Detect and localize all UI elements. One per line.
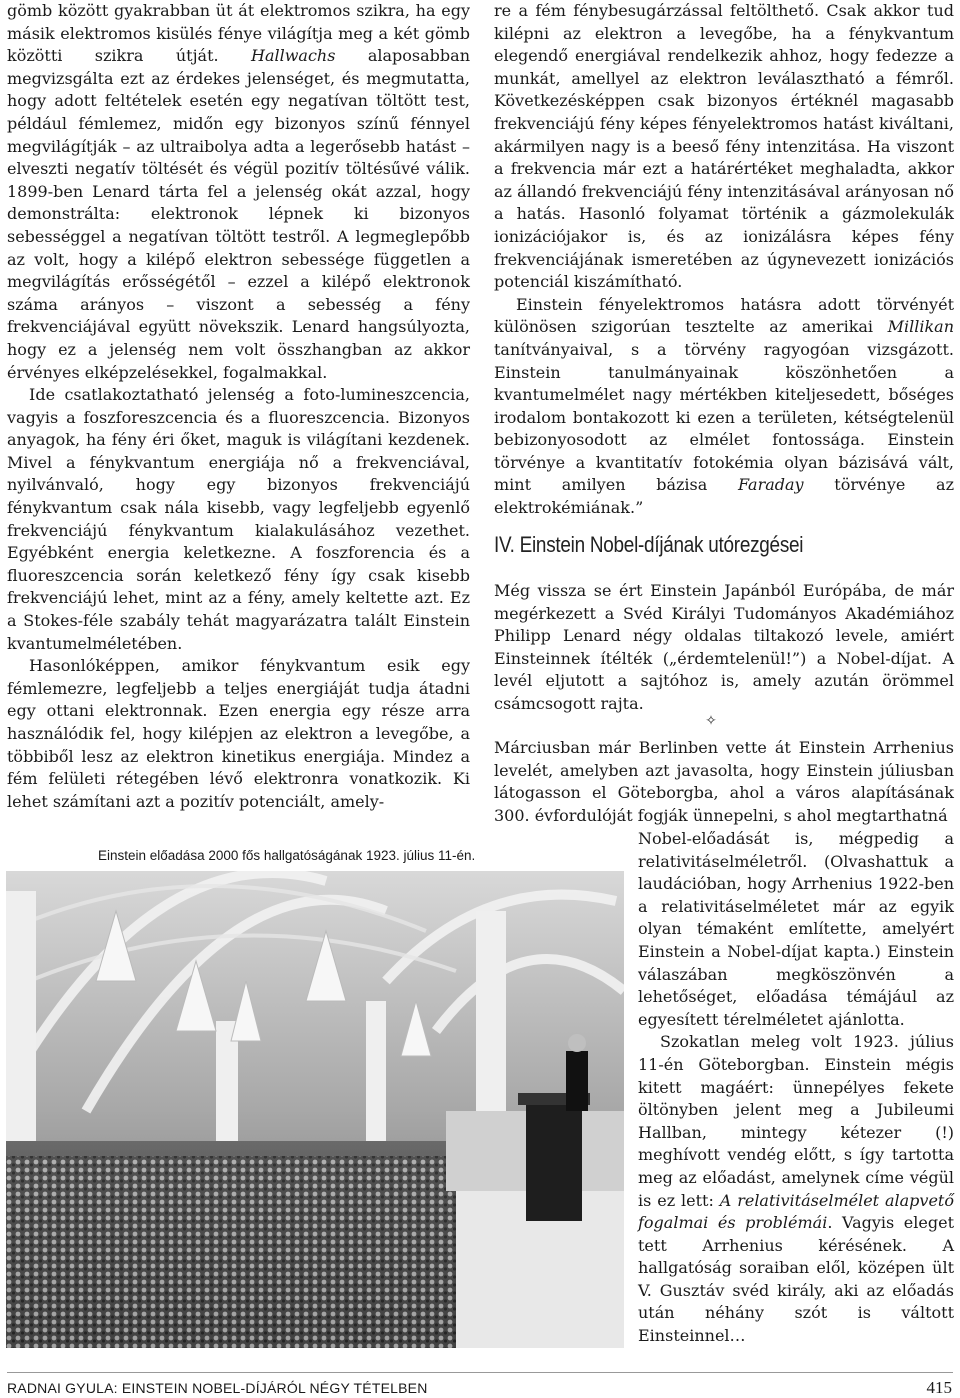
text-run: törvénye az elektrokémiának.” [494,475,955,518]
text-run: Szokatlan meleg volt 1923. július 11-én Göteborgban. Einstein mégis kitett magáért: ünnepélyes fekete öltönyben jelent meg a Jubileumi Hallban, mintegy kétezer (!) meghívott vendég előtt, s így tartotta meg az előadást, amelynek címe végül is ez lett: [638,1032,954,1210]
section-paragraph-2-top [494,737,954,827]
section-separator-icon: ✧ [705,713,717,729]
footer-rule [7,1372,953,1373]
figure-caption: Einstein előadása 2000 fős hallgatóságának 1923. július 11-én. [98,848,476,863]
section-paragraph-2-continued: Nobel-előadását is, mégpedig a relativitáselméletről. (Olvashattuk a laudációban, hogy Arrhenius 1922-ben a relativitáselméletet már az egyik olyan témaként említette, amelyért Einstein a Nobel-díjat kapta.) Einstein válaszában megköszönvén a lehetőséget, előadása témájául az egyesített térelméletet ajánlotta. [638,829,954,1029]
right-text-column [494,0,954,520]
page-number: 415 [926,1378,952,1397]
text-run: . Vagyis eleget tett Arrhenius kérésének. A hallgatóság soraiban elől, középen ült V. Gusztáv svéd király, aki az előadás után néhány szót is váltott Einsteinnel… [638,1213,954,1346]
lecture-title-italic: A relativitáselmélet alapvető fogalmai és problémái [638,1190,954,1233]
section-paragraph-3 [638,1031,954,1347]
left-paragraph-3: Hasonlóképpen, amikor fénykvantum esik egy fémlemezre, legfeljebb a teljes energiáját tudja átadni egy ottani elektronnak. Ezen energia egy része arra használódik fel, hogy kilépjen az elektron a levegőbe, a többiből lesz az elektron kinetikus energiája. Mindez a fém felületi rétegében lévő elektronra vonatkozik. Ki lehet számítani azt a pozitív potenciált, amely- [7,656,470,811]
right-paragraph-1: re a fém fénybesugárzással feltölthető. Csak akkor tud kilépni az elektron a levegőbe, ha a fénykvantum elegendő energiával rendelkezik ahhoz, hogy fedezze a munkát, amellyel az elektron leválasztható a fémről. Következésképpen csak bizonyos értéknél magasabb frekvenciájú fény képes fényelektromos hatást kiváltani, akármilyen nagy is a beeső fény intenzitása. Ha viszont a frekvencia már ezt a határértéket meghaladta, akkor az állandó frekvenciájú fény intenzitásával arányosan nő a hatás. Hasonló folyamat történik a gázmolekulák ionizációjakor is, és az ionizálásra képes fény frekvenciájának ismeretében az úgynevezett ionizációs potenciál kiszámítható. [494,1,954,292]
text-italic-name: Millikan [887,317,954,337]
left-text-column [7,0,470,813]
text-run: Einstein fényelektromos hatásra adott törvényét különösen szigorúan tesztelte az amerikai [494,294,954,337]
running-footer-title: RADNAI GYULA: EINSTEIN NOBEL-DÍJÁRÓL NÉGY TÉTELBEN [7,1380,428,1396]
lecture-hall-photo [6,871,624,1348]
right-paragraph-2 [494,294,954,520]
section-intro [494,580,954,716]
text-run: alaposabban megvizsgálta ezt az érdekes jelenséget, és megmutatta, hogy adott feltételek esetén egy negatívan töltött test, például fémlemez, midőn egy bizonyos színű fénnyel megvilágítják – az ultraibolya adta a legerősebb hatást – elveszti negatív töltését és végül pozitív töltésűvé válik. 1899-ben Lenard tárta fel a jelenség okát azzal, hogy demonstrálta: elektronok lépnek ki bizonyos sebességgel a negatívan töltött testről. A legmeglepőbb az volt, hogy a kilépő elektron sebessége független a megvilágítás erősségétől – ezzel a kilépő elektronok száma arányos – viszont a sebesség a fény frekvenciájával együtt növekszik. Lenard hangsúlyozta, hogy ez a jelenség nem volt összhangban az akkor érvényes elképzelésekkel, fogalmakkal. [7,46,470,382]
left-paragraph-2: Ide csatlakoztatható jelenség a foto-lumineszcencia, vagyis a foszforeszcencia és a fluoreszcencia. Bizonyos anyagok, ha fény éri őket, maguk is világítani kezdenek. Mivel a fénykvantum energiája nő a frekvenciával, nyilvánvaló, hogy egy bizonyos frekvenciájú fénykvantum csak nála kisebb, vagy legfeljebb egyenlő frekvenciájú fénykvantum kialakulásához vezethet. Egyébként energia keletkezne. A foszforencia és a fluoreszcencia során keletkező fény így csak kisebb frekvenciájú lehet, mint az a fény, amely keltette azt. Ez a Stokes-féle szabály tehát magyarázatra talált Einstein kvantumelméletében. [7,385,470,653]
text-italic-name: Hallwachs [251,46,336,66]
photo-illustration [6,871,624,1348]
text-run: gömb között gyakrabban üt át elektromos szikra, ha egy másik elektromos kisülés fénye világítja meg a két gömb közötti szikra útját. [7,1,470,66]
left-paragraph-1 [7,0,470,384]
section-paragraph-1: Még vissza se ért Einstein Japánból Európába, de már megérkezett a Svéd Királyi Tudományos Akadémiához Philipp Lenard négy oldalas tiltakozó levele, amiért Einsteinnek ítélték („érdemtelenül!”) a Nobel-díjat. A levél eljutott a sajtóhoz is, amely azután örömmel csámcsogott rajta. [494,581,954,713]
text-run: tanítványaival, s a törvény ragyogóan vizsgázott. Einstein tanulmányainak köszönhetően a kvantumelmélet nagy mértékben kiteljesedett, bőséges irodalom bontakozott ki ezen a területen, kétségtelenül bebizonyosodott az elmélet fontossága. Einstein törvénye a kvantitatív fotokémia olyan bázisává vált, mint amilyen bázisa [494,339,954,495]
text-italic-name: Faraday [738,475,804,495]
section-wrapped-text [638,828,954,1348]
section-paragraph-2: Márciusban már Berlinben vette át Einstein Arrhenius levelét, amelyben azt javasolta, hogy Einstein júliusban látogasson el Göteborgba, ahol a város alapításának 300. évfordulóját fogják ünnepelni, s ahol megtarthatná [494,738,954,825]
section-heading: IV. Einstein Nobel-díjának utórezgései [494,532,804,557]
